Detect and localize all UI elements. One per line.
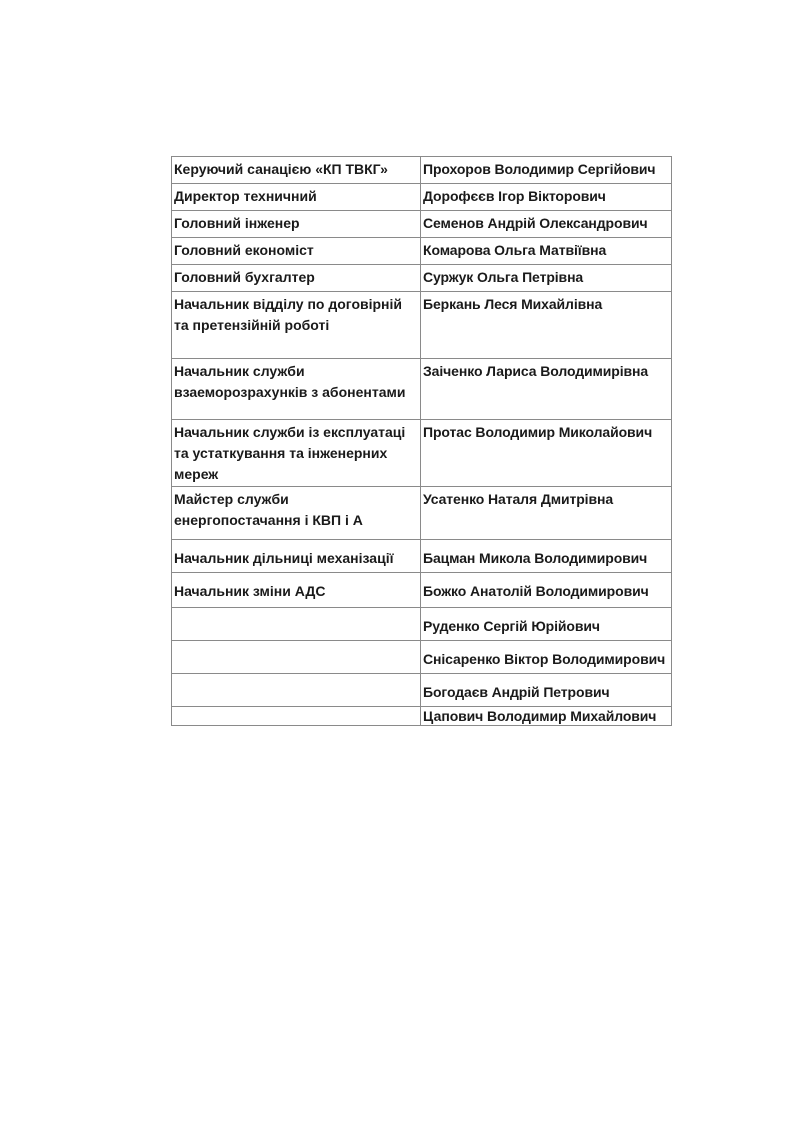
name-cell: Цапович Володимир Михайлович [421, 707, 672, 726]
position-cell: Директор техничний [172, 184, 421, 211]
table-row [172, 157, 672, 184]
position-cell: Начальник відділу по договірній та претензійній роботі [172, 292, 421, 359]
position-cell: Керуючий санацією «КП ТВКГ» [172, 157, 421, 184]
table-row [172, 184, 672, 211]
name-cell: Семенов Андрій Олександрович [421, 211, 672, 238]
position-cell: Майстер служби енергопостачання і КВП і А [172, 487, 421, 540]
table-row [172, 540, 672, 573]
name-cell: Бацман Микола Володимирович [421, 540, 672, 573]
position-cell [172, 608, 421, 641]
table-row [172, 707, 672, 726]
position-cell: Начальник зміни АДС [172, 573, 421, 608]
position-cell: Начальник служби із експлуатаці та устаткування та інженерних мереж [172, 420, 421, 487]
name-cell: Богодаєв Андрій Петрович [421, 674, 672, 707]
name-cell: Заіченко Лариса Володимирівна [421, 359, 672, 420]
position-cell: Головний інженер [172, 211, 421, 238]
table-row [172, 238, 672, 265]
table-row [172, 211, 672, 238]
name-cell: Руденко Сергій Юрійович [421, 608, 672, 641]
table-row [172, 674, 672, 707]
position-cell: Головний бухгалтер [172, 265, 421, 292]
table-row [172, 265, 672, 292]
name-cell: Прохоров Володимир Сергійович [421, 157, 672, 184]
position-cell [172, 674, 421, 707]
table-row [172, 641, 672, 674]
name-cell: Беркань Леся Михайлівна [421, 292, 672, 359]
name-cell: Снісаренко Віктор Володимирович [421, 641, 672, 674]
position-cell [172, 641, 421, 674]
name-cell: Суржук Ольга Петрівна [421, 265, 672, 292]
table-row [172, 487, 672, 540]
staff-table [171, 156, 672, 726]
position-cell: Головний економіст [172, 238, 421, 265]
name-cell: Дорофєєв Ігор Вікторович [421, 184, 672, 211]
table-row [172, 420, 672, 487]
name-cell: Усатенко Наталя Дмитрівна [421, 487, 672, 540]
table-row [172, 292, 672, 359]
name-cell: Комарова Ольга Матвіївна [421, 238, 672, 265]
position-cell: Начальник дільниці механізації [172, 540, 421, 573]
table-row [172, 573, 672, 608]
name-cell: Протас Володимир Миколайович [421, 420, 672, 487]
position-cell [172, 707, 421, 726]
name-cell: Божко Анатолій Володимирович [421, 573, 672, 608]
table-row [172, 359, 672, 420]
table-row [172, 608, 672, 641]
position-cell: Начальник служби взаеморозрахунків з абонентами [172, 359, 421, 420]
